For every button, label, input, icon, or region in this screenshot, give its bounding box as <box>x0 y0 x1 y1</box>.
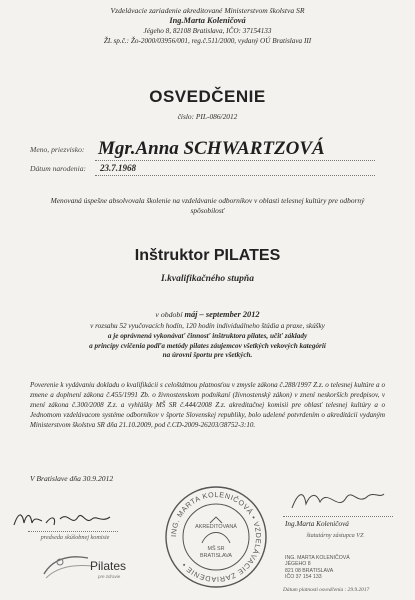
right-signature <box>288 482 388 516</box>
round-stamp-inner-3: BRATISLAVA <box>199 553 233 559</box>
validity-date: Dátum platnosti osvedčenia : 29.9.2017 <box>283 587 370 593</box>
rectangular-stamp <box>285 555 350 581</box>
rect-stamp-line-4: IČO 37 154 133 <box>285 574 322 581</box>
birth-underline <box>95 175 375 176</box>
qualification-level: I.kvalifikačného stupňa <box>161 274 254 284</box>
issuer-name: Ing.Marta Koleničová <box>169 16 246 25</box>
certificate-number-value: PIL-086/2012 <box>195 112 238 121</box>
pilates-logo: Pilates <box>90 559 127 573</box>
course-title: Inštruktor PILATES <box>134 247 281 264</box>
round-stamp-icon <box>163 484 269 590</box>
document-title: OSVEDČENIE <box>149 87 266 106</box>
certificate-number <box>0 112 415 121</box>
rights-line-3: na úrovni športu pre všetkých. <box>162 351 253 360</box>
issuer-registration: ŽL sp.č.: Žo-2000/03956/001, reg.č.511/2000, vydaný OÚ Bratislava III <box>103 37 312 45</box>
period <box>0 310 415 319</box>
scope-text: v rozsahu 52 vyučovacích hodín, 120 hodín individuálneho štúdia a praxe, skúšky <box>90 322 325 330</box>
period-value: máj – september 2012 <box>184 310 260 319</box>
birth-label: Dátum narodenia: <box>30 164 87 173</box>
round-stamp-inner-2: MŠ SR <box>207 546 225 552</box>
pilates-logo-icon <box>38 548 98 584</box>
certificate-number-label: číslo: <box>177 112 195 121</box>
place-and-date: V Bratislave dňa 30.9.2012 <box>30 474 114 483</box>
rights-line-1: a je oprávnená vykonávať činnosť inštruktora pilates, učiť základy <box>107 331 308 340</box>
round-stamp-inner-1: AKREDITOVANÁ <box>195 524 237 530</box>
left-signature-caption: predseda skúšobnej komisie <box>40 534 110 541</box>
rights-line-2: a princípy cvičenia podľa metódy pilates záujemcov všetkých vekových kategórií <box>89 341 326 350</box>
right-signature-caption: štatutárny zástupca VZ <box>306 532 364 539</box>
birth-date: 23.7.1968 <box>100 163 136 173</box>
rect-stamp-line-1: ING. MARTA KOLENIČOVÁ <box>285 555 350 561</box>
intro-text: Menovaná úspešne absolvovala školenie na vzdelávanie odborníkov v oblasti telesnej kultúry pre odborný spôsobilosť <box>50 196 365 215</box>
legal-text: Poverenie k vydávaniu dokladu o kvalifikácii s celoštátnou platnosťou v zmysle zákona č.288/1997 Z.z. o telesnej kultúre a o zmene a doplnení zákona č.455/1991 Zb. o živnostenskom podnikaní (živnostenský zákon) v znení neskorších predpisov, v znení zákona č.300/2008 Z.z. a vyhlášky MŠ SR č.444/2008 Z.z. akreditačnej komisii pre oblasť telesnej kultúry a o Jednotnom vzdelávacom systéme odborníkov v športe Slovenskej republiky, bolo udelené potvrdením o akreditácii vydaným Ministerstvom školstva SR dňa 21.10.2009, pod č.CD-2009-26203/38752-3:10. <box>30 381 385 429</box>
issuer-address: Jégeho 8, 82108 Bratislava, IČO: 37154133 <box>143 27 272 35</box>
rect-stamp-line-3: 821 08 BRATISLAVA <box>285 567 334 574</box>
name-underline <box>95 160 375 161</box>
issuer-accreditation: Vzdelávacie zariadenie akreditované Ministerstvom školstva SR <box>110 6 305 15</box>
right-signatory-name: Ing.Marta Koleničová <box>285 520 349 528</box>
left-signature-line <box>28 531 118 532</box>
round-stamp-outer-text: ING. MARTA KOLENIČOVÁ • VZDELÁVACIE ZARIADENIE • <box>168 489 264 585</box>
name-label: Meno, priezvisko: <box>30 145 85 154</box>
scope-and-rights <box>0 322 415 361</box>
holder-name: Mgr.Anna SCHWARTZOVÁ <box>98 138 325 159</box>
issuer-header <box>0 6 415 46</box>
pilates-logo-tagline: pre zdravie <box>98 574 121 579</box>
rect-stamp-line-2: JÉGEHO 8 <box>285 561 311 568</box>
right-signature-line <box>283 516 393 517</box>
period-label: v období <box>155 310 183 319</box>
left-signature <box>12 505 122 533</box>
